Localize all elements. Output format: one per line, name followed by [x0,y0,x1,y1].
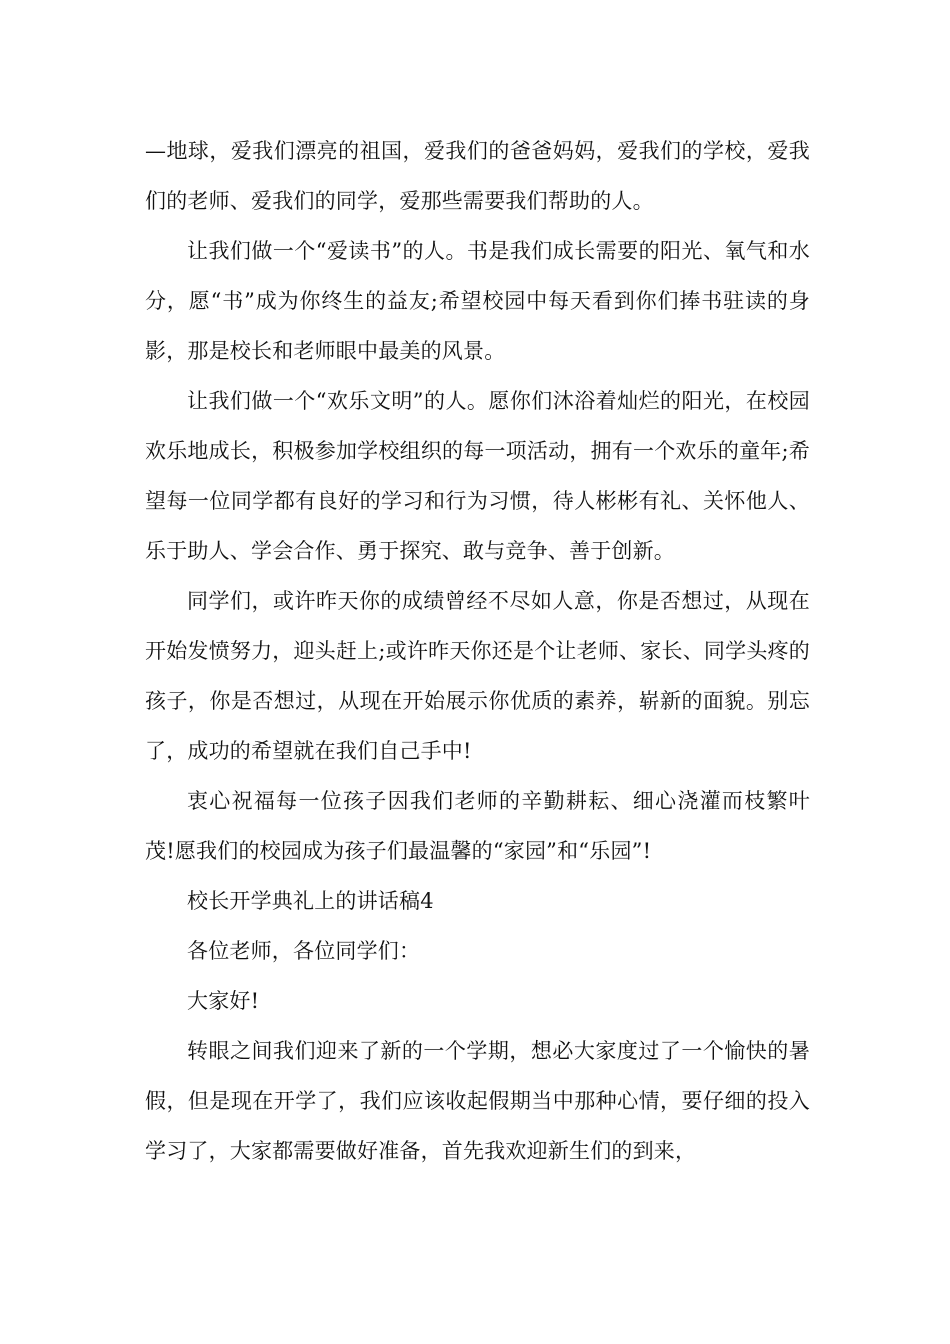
paragraph-continuation: —地球，爱我们漂亮的祖国，爱我们的爸爸妈妈，爱我们的学校，爱我们的老师、爱我们的同学，爱那些需要我们帮助的人。 [145,139,810,213]
paragraph-love-reading: 让我们做一个“爱读书”的人。书是我们成长需要的阳光、氧气和水分，愿“书”成为你终生的益友;希望校园中每天看到你们捧书驻读的身影，那是校长和老师眼中最美的风景。 [145,239,810,363]
paragraph-blessing: 衷心祝福每一位孩子因我们老师的辛勤耕耘、细心浇灌而枝繁叶茂!愿我们的校园成为孩子们最温馨的“家园”和“乐园”! [145,789,810,863]
paragraph-classmates: 同学们，或许昨天你的成绩曾经不尽如人意，你是否想过，从现在开始发愤努力，迎头赶上;或许昨天你还是个让老师、家长、同学头疼的孩子，你是否想过，从现在开始展示你优质的素养，崭新的面貌。别忘了，成功的希望就在我们自己手中! [145,589,810,763]
section-heading: 校长开学典礼上的讲话稿4 [187,889,434,913]
greeting: 大家好! [187,989,260,1013]
document-body [145,126,810,1176]
paragraph-happy-civilized: 让我们做一个“欢乐文明”的人。愿你们沐浴着灿烂的阳光，在校园欢乐地成长，积极参加学校组织的每一项活动，拥有一个欢乐的童年;希望每一位同学都有良好的学习和行为习惯，待人彬彬有礼、关怀他人、乐于助人、学会合作、勇于探究、敢与竞争、善于创新。 [145,389,810,563]
salutation: 各位老师，各位同学们： [187,939,421,963]
paragraph-new-semester: 转眼之间我们迎来了新的一个学期，想必大家度过了一个愉快的暑假，但是现在开学了，我们应该收起假期当中那种心情，要仔细的投入学习了，大家都需要做好准备，首先我欢迎新生们的到来， [145,1039,810,1163]
